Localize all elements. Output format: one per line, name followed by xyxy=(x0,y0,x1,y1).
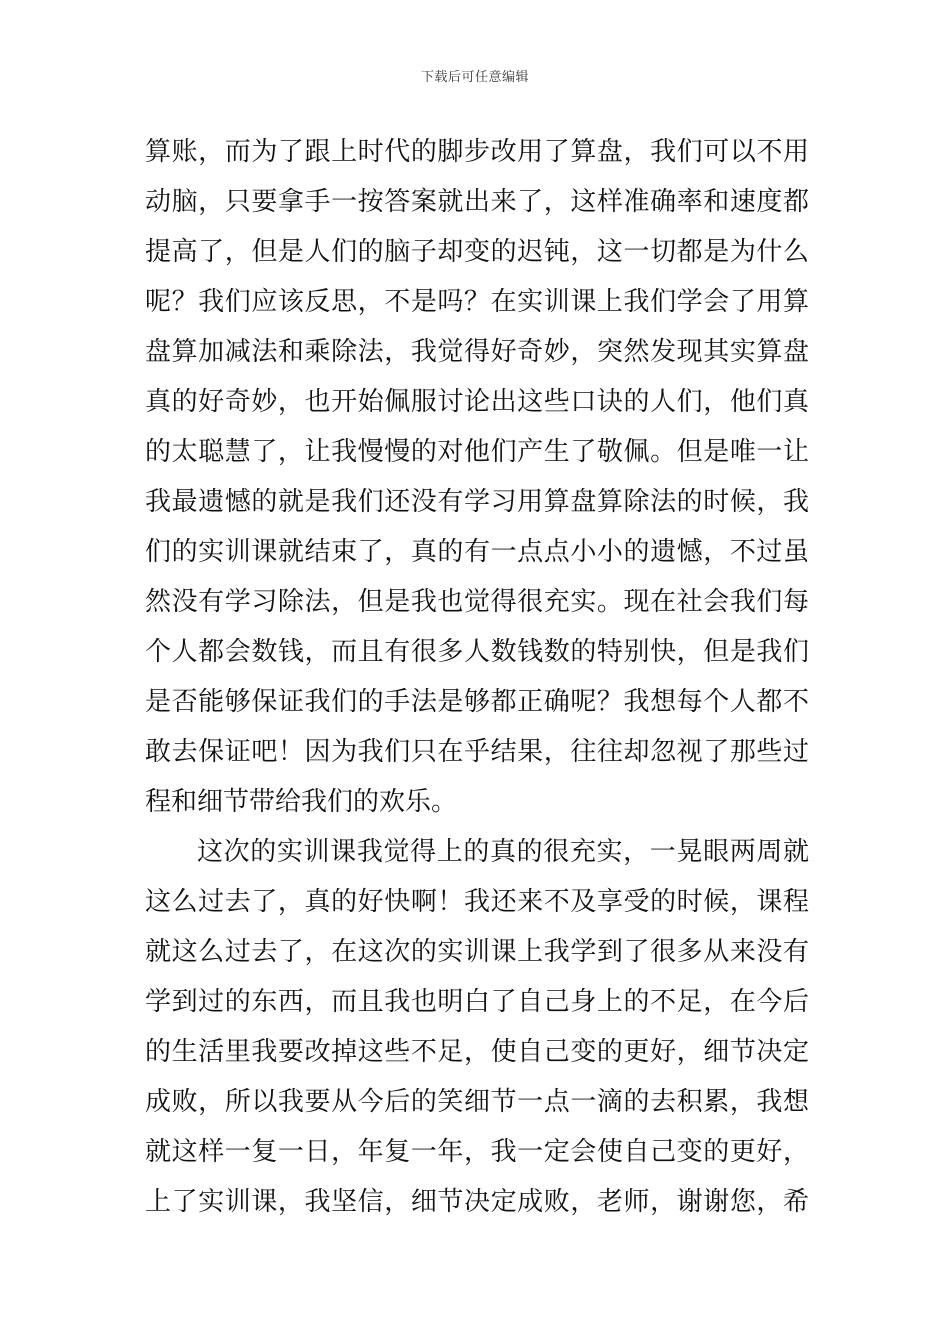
text-line: 动脑，只要拿手一按答案就出来了，这样准确率和速度都 xyxy=(145,187,809,217)
text-line: 们的实训课就结束了，真的有一点点小小的遗憾，不过虽 xyxy=(145,537,809,567)
text-line: 这么过去了，真的好快啊！我还来不及享受的时候，课程 xyxy=(145,887,809,917)
paragraph-2 xyxy=(145,827,809,1227)
text-line: 学到过的东西，而且我也明白了自己身上的不足，在今后 xyxy=(145,987,809,1017)
text-line: 提高了，但是人们的脑子却变的迟钝，这一切都是为什么 xyxy=(145,237,809,267)
text-line: 算账，而为了跟上时代的脚步改用了算盘，我们可以不用 xyxy=(145,137,809,167)
text-line: 成败，所以我要从今后的笑细节一点一滴的去积累，我想 xyxy=(145,1087,809,1117)
text-line: 真的好奇妙，也开始佩服讨论出这些口诀的人们，他们真 xyxy=(145,387,809,417)
text-line: 上了实训课，我坚信，细节决定成败，老师，谢谢您，希 xyxy=(145,1187,809,1217)
text-line: 的生活里我要改掉这些不足，使自己变的更好，细节决定 xyxy=(145,1037,809,1067)
text-line: 就这样一复一日，年复一年，我一定会使自己变的更好， xyxy=(145,1137,809,1167)
text-line: 敢去保证吧！因为我们只在乎结果，往往却忽视了那些过 xyxy=(145,737,809,767)
text-line: 这次的实训课我觉得上的真的很充实，一晃眼两周就 xyxy=(197,837,809,867)
text-line: 就这么过去了，在这次的实训课上我学到了很多从来没有 xyxy=(145,937,809,967)
text-line: 是否能够保证我们的手法是够都正确呢？我想每个人都不 xyxy=(145,687,809,717)
text-line: 我最遗憾的就是我们还没有学习用算盘算除法的时候，我 xyxy=(145,487,809,517)
text-line: 程和细节带给我们的欢乐。 xyxy=(145,787,458,817)
body-text xyxy=(145,127,809,1227)
text-line: 个人都会数钱，而且有很多人数钱数的特别快，但是我们 xyxy=(145,637,809,667)
text-line: 的太聪慧了，让我慢慢的对他们产生了敬佩。但是唯一让 xyxy=(145,437,809,467)
text-line: 呢？我们应该反思，不是吗？在实训课上我们学会了用算 xyxy=(145,287,809,317)
paragraph-1 xyxy=(145,127,809,827)
text-line: 盘算加减法和乘除法，我觉得好奇妙，突然发现其实算盘 xyxy=(145,337,809,367)
page-header: 下载后可任意编辑 xyxy=(420,70,529,85)
text-line: 然没有学习除法，但是我也觉得很充实。现在社会我们每 xyxy=(145,587,809,617)
